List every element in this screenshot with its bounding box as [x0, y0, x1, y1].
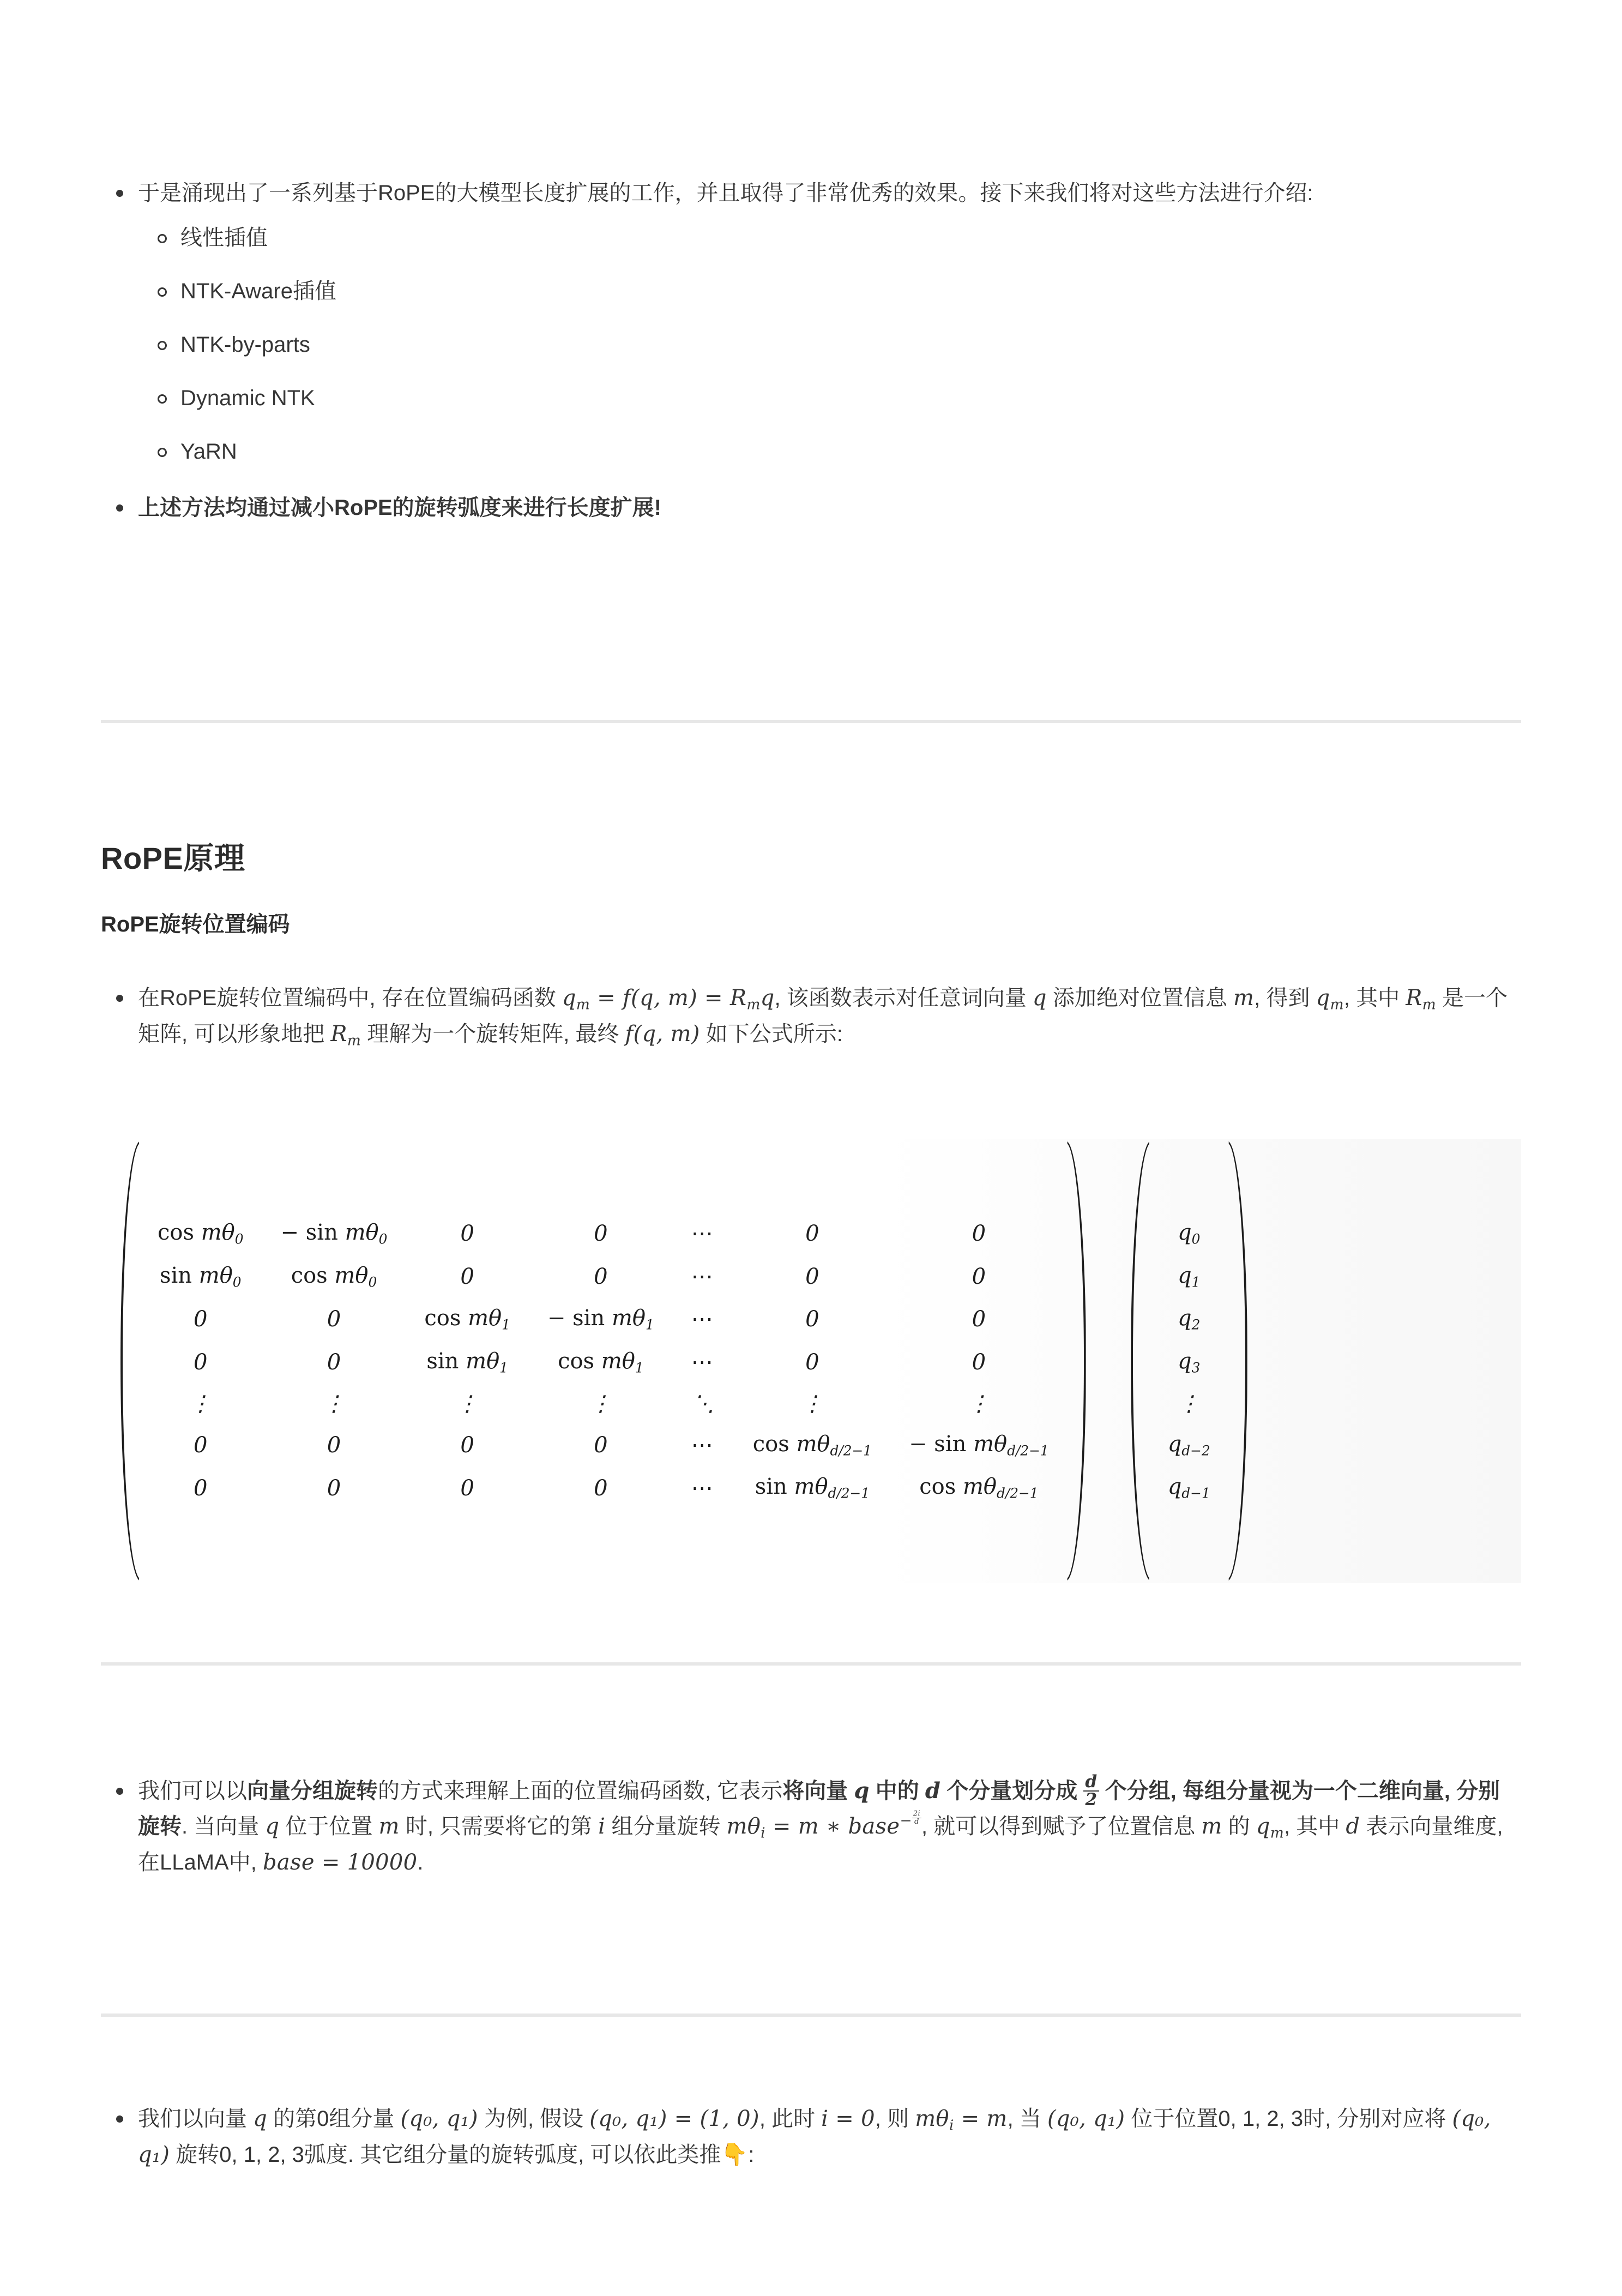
text-run: , 当 [1007, 2107, 1047, 2131]
vector-cell: q0 [1178, 1220, 1201, 1247]
text-bold: 中的 [869, 1779, 925, 1804]
matrix-cell: cos mθd/2−1 [919, 1474, 1039, 1501]
matrix-cell: − sin mθ0 [280, 1220, 388, 1247]
matrix-cell-vdots: ⋮ [968, 1391, 990, 1416]
list-item: 线性插值 [138, 223, 1521, 253]
text-run: 位于位置 [279, 1814, 379, 1838]
math-i: i [598, 1813, 606, 1839]
para-grouped-rotation-block [101, 1774, 1521, 1886]
text-bold: 个分组, 每组分量视为一个二维向量, 分别旋转 [138, 1779, 1500, 1838]
para-grouped-rotation [138, 1774, 1521, 1880]
matrix-cell: cos mθ1 [424, 1306, 510, 1333]
list-item: NTK-Aware插值 [138, 277, 1521, 306]
text-run: , 得到 [1254, 986, 1316, 1010]
text-run: 组分量旋转 [605, 1814, 727, 1838]
intro-summary-text: 上述方法均通过减小RoPE的旋转弧度来进行长度扩展! [138, 495, 661, 520]
text-run: 是一个矩阵, 可以形象地把 [138, 986, 1508, 1047]
matrix-formula-block [101, 1139, 1521, 1583]
para-rope-definition-block [101, 981, 1521, 1058]
math-d: d [925, 1778, 941, 1804]
table-row [139, 1298, 1068, 1341]
matrix-cell-vdots: ⋮ [801, 1391, 823, 1416]
math-i-eq-0: i = 0 [821, 2106, 875, 2131]
matrix-cell: sin mθ0 [159, 1263, 242, 1290]
matrix-cell-vdots: ⋮ [323, 1391, 345, 1416]
matrix-cell: − sin mθ1 [547, 1306, 654, 1333]
matrix-cell: 0 [805, 1307, 819, 1332]
text-run: 如下公式所示: [700, 1022, 843, 1047]
matrix-cell-ellipsis: ⋯ [691, 1307, 716, 1332]
vector-cell: qd−2 [1167, 1431, 1210, 1459]
para-rope-definition [138, 981, 1521, 1053]
intro-main-text: 于是涌现出了一系列基于RoPE的大模型长度扩展的工作，并且取得了非常优秀的效果。接下来我们将对这些方法进行介绍: [138, 181, 1313, 205]
section-subtitle: RoPE旋转位置编码 [101, 912, 290, 936]
matrix-cell: cos mθ0 [158, 1220, 244, 1247]
table-row [1149, 1255, 1229, 1298]
text-run: 位于位置0, 1, 2, 3时, 分别对应将 [1125, 2107, 1452, 2131]
text-run: 添加绝对位置信息 [1046, 986, 1234, 1010]
text-run: 为例, 假设 [478, 2107, 590, 2131]
math-qm: $q_m$ [1316, 985, 1344, 1013]
math-Rm-1: $R_m$ [1406, 985, 1436, 1013]
text-run: 时, 只需要将它的第 [399, 1814, 599, 1838]
math-qm-def: $q_m = f(q$, $m) = R_mq$ [562, 985, 775, 1013]
matrix-cell: 0 [194, 1307, 208, 1332]
math-q0q1-3: (q₀, q₁) [138, 2106, 1491, 2168]
math-m-2: m [378, 1813, 400, 1839]
table-row [139, 1212, 1068, 1255]
text-run: 的方式来理解上面的位置编码函数, 它表示 [378, 1779, 783, 1804]
matrix-cell-ellipsis: ⋯ [691, 1264, 716, 1289]
matrix-cell: − sin mθd/2−1 [909, 1431, 1049, 1459]
text-run: , 就可以得到赋予了位置信息 [921, 1814, 1202, 1838]
text-run: 表示向量维度, 在LLaMA中, [138, 1814, 1503, 1875]
matrix-cell: 0 [972, 1221, 986, 1247]
matrix-cell: cos mθd/2−1 [752, 1431, 872, 1459]
vector-cell: q1 [1178, 1263, 1201, 1290]
table-row [1149, 1424, 1229, 1466]
intro-bullet-list [101, 176, 1521, 526]
matrix-cell: 0 [805, 1221, 819, 1247]
text-run: , 其中 [1343, 986, 1406, 1010]
matrix-equation [101, 1139, 1521, 1583]
text-run: , 此时 [759, 2107, 822, 2131]
matrix-cell: 0 [805, 1349, 819, 1375]
matrix-cell-ddots: ⋱ [692, 1391, 715, 1416]
matrix-cell-vdots: ⋮ [456, 1391, 479, 1416]
table-row [139, 1255, 1068, 1298]
vector-cell: qd−1 [1167, 1474, 1210, 1501]
vector-cell: q2 [1178, 1306, 1201, 1333]
text-run: . [417, 1850, 424, 1875]
math-q0q1-2: (q₀, q₁) [1047, 2106, 1125, 2131]
math-fqm: f(q, m) [625, 1021, 700, 1047]
text-run: 我们以向量 [138, 2107, 254, 2131]
right-paren-vector [1232, 1139, 1251, 1583]
table-row [139, 1341, 1068, 1384]
matrix-cell-ellipsis: ⋯ [691, 1221, 716, 1247]
text-run: 的第0组分量 [267, 2107, 401, 2131]
math-d-over-2: $\frac{d}{2}$ [1083, 1778, 1099, 1804]
matrix-cell: 0 [972, 1307, 986, 1332]
matrix-cell: 0 [194, 1475, 208, 1501]
para-example [138, 2101, 1521, 2173]
matrix-cell: 0 [460, 1264, 474, 1289]
vector-cell: q3 [1178, 1348, 1201, 1375]
math-q-3: q [253, 2106, 268, 2131]
query-vector [1149, 1212, 1229, 1510]
matrix-cell: 0 [594, 1475, 608, 1501]
para-example-block [101, 2101, 1521, 2178]
list-item: YaRN [138, 437, 1521, 466]
matrix-cell: 0 [194, 1433, 208, 1458]
divider-3 [101, 2013, 1521, 2017]
table-row [1149, 1466, 1229, 1509]
list-item: Dynamic NTK [138, 383, 1521, 413]
text-bold: 向量分组旋转 [247, 1779, 378, 1804]
matrix-cell: 0 [327, 1475, 341, 1501]
list-item [101, 490, 1521, 526]
matrix-cell-vdots: ⋮ [589, 1391, 612, 1416]
matrix-cell: 0 [460, 1433, 474, 1458]
text-bold: 个分量划分成 [940, 1779, 1084, 1804]
math-theta-formula: $m\theta_i = m$ ∗ base$^{- \frac{2i}{d}}$ [726, 1810, 920, 1842]
matrix-cell-ellipsis: ⋯ [691, 1349, 716, 1375]
matrix-cell: cos mθ0 [291, 1263, 377, 1290]
matrix-cell: sin mθd/2−1 [755, 1474, 870, 1501]
list-item [101, 981, 1521, 1053]
divider-1 [101, 720, 1521, 723]
text-run: 我们可以以 [138, 1779, 247, 1804]
matrix-cell-ellipsis: ⋯ [691, 1475, 716, 1501]
matrix-cell: 0 [972, 1349, 986, 1375]
math-Rm-2: $R_m$ [330, 1021, 361, 1049]
text-run: 的 [1222, 1814, 1256, 1838]
list-item [101, 1774, 1521, 1880]
math-q: q [1032, 985, 1047, 1011]
matrix-cell: 0 [327, 1349, 341, 1375]
math-m-3: m [1201, 1813, 1222, 1839]
text-run: 旋转0, 1, 2, 3弧度. 其它组分量的旋转弧度, 可以依此类推 [170, 2143, 721, 2167]
pointing-down-icon: 👇 [721, 2143, 749, 2167]
matrix-cell: 0 [327, 1307, 341, 1332]
table-row [1149, 1384, 1229, 1424]
matrix-cell: 0 [594, 1433, 608, 1458]
section-title: RoPE原理 [101, 841, 245, 875]
matrix-cell: 0 [460, 1221, 474, 1247]
matrix-cell: 0 [594, 1264, 608, 1289]
table-row [139, 1384, 1068, 1424]
matrix-cell: 0 [594, 1221, 608, 1247]
intro-list-block [101, 176, 1521, 531]
matrix-cell: sin mθ1 [426, 1348, 508, 1375]
table-row [1149, 1298, 1229, 1341]
rotation-matrix [139, 1212, 1068, 1510]
math-d-2: d [1346, 1813, 1360, 1839]
table-row [139, 1466, 1068, 1509]
math-q0q1-eq: (q₀, q₁) = (1, 0) [589, 2106, 759, 2131]
left-paren-vector [1127, 1139, 1146, 1583]
text-run: 在RoPE旋转位置编码中, 存在位置编码函数 [138, 986, 562, 1010]
text-run: , 其中 [1284, 1814, 1346, 1838]
math-base-value: base = 10000 [262, 1850, 418, 1876]
table-row [1149, 1341, 1229, 1384]
matrix-cell: 0 [460, 1475, 474, 1501]
text-run: 理解为一个旋转矩阵, 最终 [361, 1022, 625, 1047]
table-row [1149, 1212, 1229, 1255]
matrix-cell-vdots: ⋮ [189, 1391, 212, 1416]
math-mtheta-eq-m: $m\theta_i = m$ [915, 2106, 1008, 2134]
left-paren-matrix [117, 1139, 136, 1583]
matrix-cell: 0 [972, 1264, 986, 1289]
divider-2 [101, 1662, 1521, 1666]
matrix-cell-ellipsis: ⋯ [691, 1433, 716, 1458]
text-run: , 则 [875, 2107, 915, 2131]
text-bold: 将向量 [782, 1779, 854, 1804]
list-item: NTK-by-parts [138, 330, 1521, 359]
list-item [101, 2101, 1521, 2173]
list-item [101, 176, 1521, 466]
right-paren-matrix [1071, 1139, 1089, 1583]
table-row [139, 1424, 1068, 1466]
text-run: : [748, 2143, 755, 2167]
text-run: , 该函数表示对任意词向量 [774, 986, 1033, 1010]
math-m: m [1233, 985, 1255, 1011]
vector-cell-vdots: ⋮ [1178, 1391, 1200, 1416]
matrix-cell: cos mθ1 [558, 1348, 644, 1375]
math-q0q1-1: (q₀, q₁) [400, 2106, 478, 2131]
text-run: . 当向量 [182, 1814, 266, 1838]
matrix-cell: 0 [805, 1264, 819, 1289]
methods-sublist [138, 223, 1521, 466]
matrix-cell: 0 [327, 1433, 341, 1458]
matrix-cell: 0 [194, 1349, 208, 1375]
math-qm-2: $q_m$ [1256, 1813, 1285, 1842]
math-q: q [854, 1778, 870, 1804]
math-q-2: q [265, 1813, 280, 1839]
